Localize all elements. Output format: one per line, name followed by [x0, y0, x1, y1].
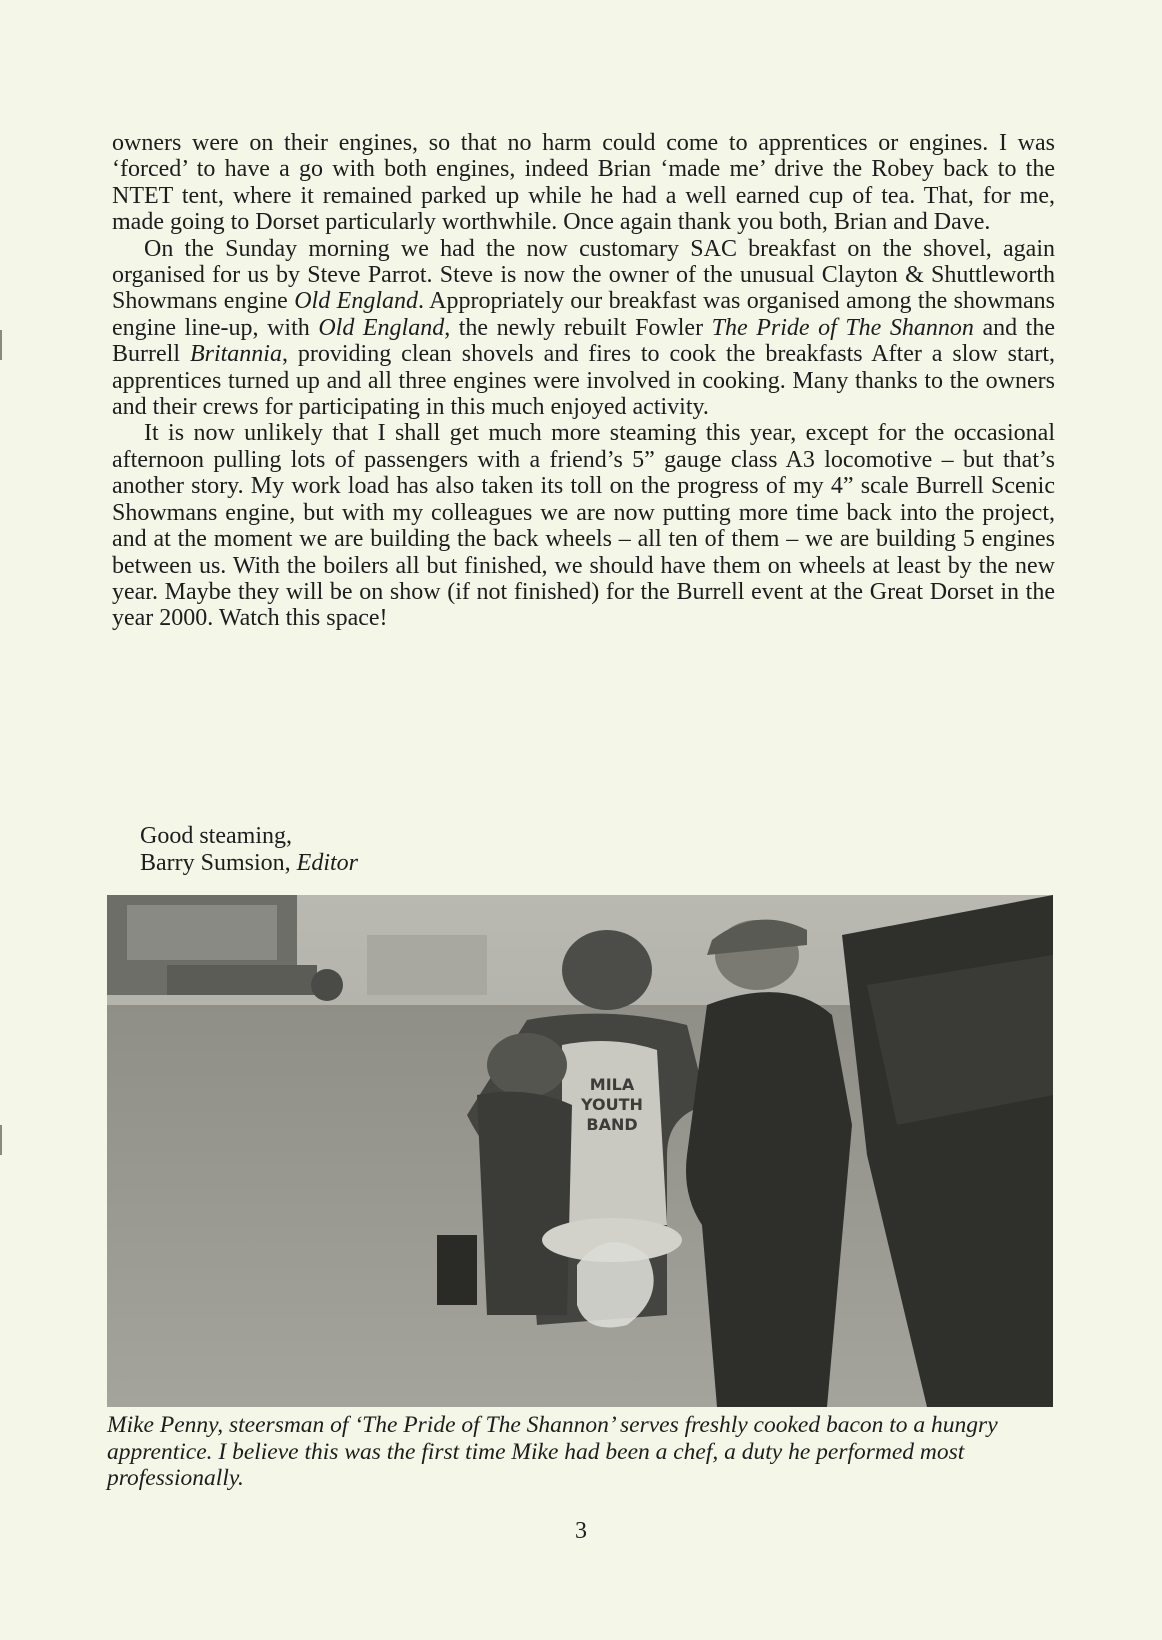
paragraph-1 [112, 130, 1055, 236]
binding-mark [0, 1125, 2, 1155]
photo-illustration [107, 895, 1053, 1407]
binding-mark [0, 330, 2, 360]
engine-name-old-england: Old England [294, 288, 418, 315]
page-number: 3 [575, 1518, 587, 1544]
shirt-text-line-2: YOUTH [581, 1095, 643, 1114]
paragraph-3 [112, 420, 1055, 631]
editor-role: Editor [296, 850, 359, 876]
paragraph-2-text: , the newly rebuilt Fowler [444, 314, 712, 341]
photo-caption: Mike Penny, steersman of ‘The Pride of The Shannon’ serves freshly cooked bacon to a hungry apprentice. I believe this was the first time Mike had been a chef, a duty he performed most professionally. [107, 1412, 998, 1491]
engine-name-pride-of-the-shannon: The Pride of The Shannon [711, 314, 974, 341]
signoff-signature [140, 850, 358, 877]
person-child-head [487, 1033, 567, 1097]
paragraph-1-text: owners were on their engines, so that no harm could come to apprentices or engines. I was ‘forced’ to have a go with both engines, indeed Brian ‘made me’ drive the Robey back to the NTET tent, where it remained parked up while he had a well earned cup of tea. That, for me, made going to Dorset particularly worthwhile. Once again thank you both, Brian and Dave. [112, 130, 1055, 236]
article-body [112, 130, 1055, 632]
paragraph-2 [112, 236, 1055, 421]
paragraph-2-text: and the Burrell [112, 314, 1055, 368]
paragraph-2-text: . Appropriately our breakfast was organised among the showmans engine line-up, with [112, 288, 1056, 341]
shirt-text-line-3: BAND [586, 1115, 638, 1134]
editor-name: Barry Sumsion, [140, 850, 297, 876]
signoff-greeting: Good steaming, [140, 823, 292, 849]
person-child-body [477, 1092, 572, 1315]
paragraph-3-text: It is now unlikely that I shall get much more steaming this year, except for the occasional afternoon pulling lots of passengers with a friend’s 5” gauge class A3 locomotive – but that’s another story. My work load has also taken its toll on the progress of my 4” scale Burrell Scenic Showmans engine, but with my colleagues we are now putting more time back into the project, and at the moment we are building the back wheels – all ten of them – we are building 5 engines between us. With the boilers all but finished, we should have them on wheels at least by the new year. Maybe they will be on show (if not finished) for the Burrell event at the Great Dorset in the year 2000. Watch this space! [112, 420, 1055, 632]
engine-name-old-england: Old England [318, 314, 445, 341]
shirt-text-line-1: MILA [589, 1075, 635, 1094]
photograph [107, 895, 1053, 1407]
paragraph-2-text: , providing clean shovels and fires to cook the breakfasts After a slow start, apprentices turned up and all three engines were involved in cooking. Many thanks to the owners and their crews for participating in this much enjoyed activity. [112, 341, 1056, 421]
person-woman-head [562, 930, 652, 1010]
paragraph-2-text: On the Sunday morning we had the now customary SAC breakfast on the shovel, again organised for us by Steve Parrot. Steve is now the owner of the unusual Clayton & Shuttleworth Showmans engine [112, 235, 1055, 315]
signoff [140, 823, 358, 877]
lorry-wheel [311, 969, 343, 1001]
engine-name-britannia: Britannia [189, 341, 282, 368]
